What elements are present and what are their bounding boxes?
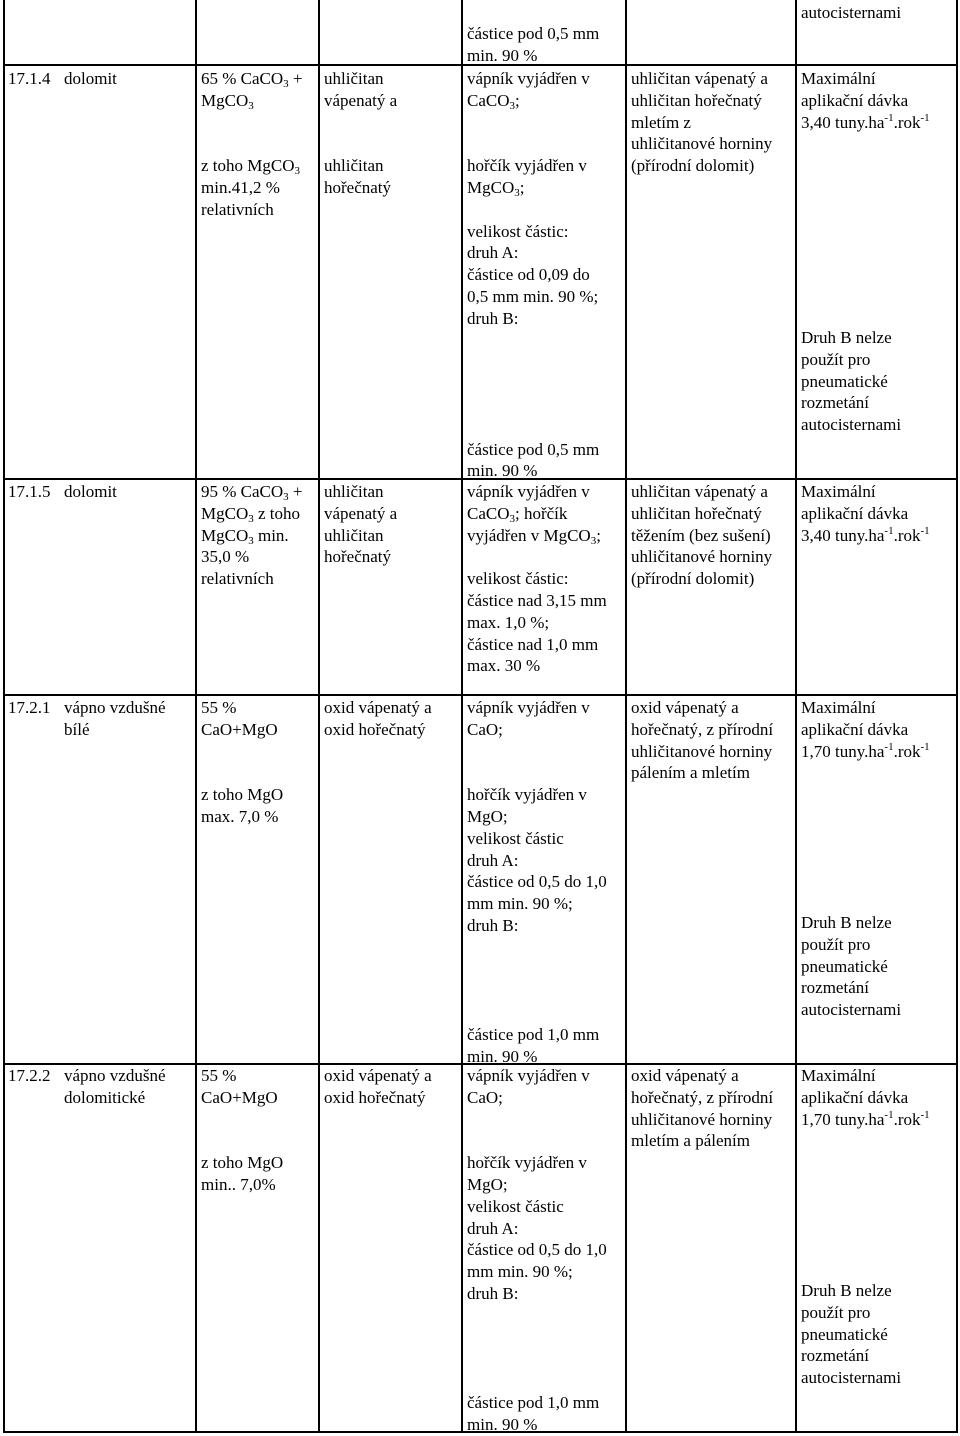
cell-line: uhličitan: [324, 525, 384, 545]
cell-line: [467, 1348, 607, 1370]
cell-line: uhličitan: [324, 156, 384, 176]
cell-line: [467, 741, 607, 763]
cell-line: [467, 1109, 607, 1131]
cell-line: uhličitan: [324, 69, 384, 88]
cell-line: 35,0 %: [201, 547, 250, 567]
table-column-divider: [795, 0, 797, 1432]
cell-line: 95 % CaCO$_3$ +: [201, 482, 303, 503]
fertilizer-name: [64, 68, 117, 90]
production-method: [631, 1065, 773, 1152]
cell-line: uhličitan hořečnatý: [631, 503, 762, 523]
cell-line: [324, 112, 397, 134]
cell-line: mm min. 90 %;: [467, 894, 573, 914]
cell-line: [201, 112, 303, 134]
cell-line: min. 90 %: [467, 1046, 538, 1066]
components: [324, 1065, 432, 1109]
fertilizer-name: [64, 1065, 166, 1109]
cell-line: min.. 7,0%: [201, 1174, 276, 1194]
table-border-right: [956, 0, 958, 1432]
cell-line: oxid vápenatý a: [324, 698, 432, 717]
cell-line: částice od 0,09 do: [467, 265, 590, 285]
fertilizer-name: [64, 481, 117, 503]
cell-line: z toho MgO: [201, 785, 284, 805]
cell-line: pneumatické: [801, 1324, 888, 1344]
cell-line: hořčík vyjádřen v: [467, 1153, 587, 1173]
cell-line: rozmetání: [801, 978, 869, 998]
cell-line: vápno vzdušné: [64, 698, 166, 717]
cell-line: druh A:: [467, 850, 519, 870]
cell-line: [201, 1130, 283, 1152]
cell-line: z toho MgO: [201, 1153, 284, 1173]
cell-line: pneumatické: [801, 956, 888, 976]
cell-line: 65 % CaCO$_3$ +: [201, 69, 303, 90]
cell-line: uhličitan vápenatý a: [631, 69, 768, 88]
cell-line: 1,70 $tuny.ha^{-1}.rok^{-1}$: [801, 1108, 930, 1129]
cell-line: oxid vápenatý a: [324, 1066, 432, 1085]
cell-line: Maximální: [801, 482, 876, 501]
cell-line: částice nad 3,15 mm: [467, 590, 607, 610]
cell-line: druh B:: [467, 915, 519, 935]
cell-line: hořečnatý, z přírodní: [631, 719, 774, 739]
cell-line: dolomit: [64, 69, 117, 88]
cell-line: [467, 1370, 607, 1392]
cell-line: MgCO$_3$;: [467, 177, 525, 199]
cell-line: MgO;: [467, 1174, 508, 1194]
cell-line: vyjádřen v MgCO$_3$;: [467, 525, 601, 547]
cell-line: oxid vápenatý a: [631, 1066, 739, 1085]
cell-line: druh A:: [467, 1218, 519, 1238]
cell-line: 3,40 $tuny.ha^{-1}.rok^{-1}$: [801, 524, 930, 545]
cell-line: vápno vzdušné: [64, 1066, 166, 1085]
declaration: [467, 1065, 607, 1436]
cell-line: částice pod 1,0 mm: [467, 1392, 600, 1412]
cell-line: [467, 1130, 607, 1152]
top-declaration-cell: [467, 23, 599, 67]
cell-line: uhličitanové horniny: [631, 1109, 773, 1129]
cell-line: max. 7,0 %: [201, 806, 279, 826]
cell-line: 0,5 mm min. 90 %;: [467, 286, 599, 306]
cell-line: dolomitické: [64, 1087, 146, 1107]
cell-line: vápenatý a: [324, 90, 398, 110]
cell-line: druh B:: [467, 1283, 519, 1303]
cell-line: CaO;: [467, 719, 503, 739]
max-dose-note: [801, 68, 930, 133]
declaration: [467, 68, 599, 482]
components: [324, 697, 432, 741]
cell-line: [467, 546, 607, 568]
production-method: [631, 68, 772, 177]
cell-line: [467, 351, 599, 373]
cell-line: Maximální: [801, 1066, 876, 1085]
cell-line: max. 1,0 %;: [467, 612, 550, 632]
max-dose-note: [801, 1065, 930, 1130]
cell-line: [467, 980, 607, 1002]
cell-line: aplikační dávka: [801, 503, 909, 523]
cell-line: částice od 0,5 do 1,0: [467, 1240, 607, 1260]
cell-line: [467, 330, 599, 352]
cell-line: vápník vyjádřen v: [467, 482, 590, 501]
cell-line: [467, 133, 599, 155]
top-note-cell: [801, 2, 901, 24]
cell-line: uhličitanové horniny: [631, 741, 773, 761]
cell-line: [201, 762, 283, 784]
cell-line: [467, 112, 599, 134]
cell-line: rozmetání: [801, 393, 869, 413]
cell-line: hořečnatý, z přírodní: [631, 1087, 774, 1107]
cell-line: max. 30 %: [467, 656, 541, 676]
cell-line: [201, 133, 303, 155]
table-column-divider: [625, 0, 627, 1432]
cell-line: [467, 959, 607, 981]
cell-line: použít pro: [801, 349, 871, 369]
cell-line: [467, 395, 599, 417]
table-column-divider: [195, 0, 197, 1432]
cell-line: hořčík vyjádřen v: [467, 156, 587, 176]
cell-line: CaO;: [467, 1087, 503, 1107]
cell-line: použít pro: [801, 934, 871, 954]
type-b-note: [801, 912, 901, 1021]
cell-line: [467, 937, 607, 959]
item-number: 17.2.2: [8, 1066, 51, 1085]
item-number: 17.1.4: [8, 69, 51, 88]
cell-line: (přírodní dolomit): [631, 569, 755, 589]
cell-line: částice pod 1,0 mm: [467, 1024, 600, 1044]
cell-line: min. 90 %: [467, 1414, 538, 1434]
cell-line: min. 90 %: [467, 45, 538, 65]
fertilizer-name: [64, 697, 166, 741]
cell-line: těžením (bez sušení): [631, 525, 771, 545]
cell-line: částice pod 0,5 mm: [467, 24, 600, 43]
cell-line: Druh B nelze: [801, 913, 892, 932]
cell-line: aplikační dávka: [801, 90, 909, 110]
cell-line: [324, 133, 397, 155]
declaration: [467, 481, 607, 677]
cell-line: MgCO$_3$ min.: [201, 525, 289, 547]
cell-line: bílé: [64, 719, 90, 739]
cell-line: [201, 741, 283, 763]
cell-line: aplikační dávka: [801, 1087, 909, 1107]
cell-line: 3,40 $tuny.ha^{-1}.rok^{-1}$: [801, 111, 930, 132]
type-b-note: [801, 1280, 901, 1389]
item-number: 17.2.1: [8, 698, 51, 717]
cell-line: relativních: [201, 199, 274, 219]
cell-line: částice od 0,5 do 1,0: [467, 872, 607, 892]
table-border-left: [3, 0, 5, 1432]
item-number: 17.1.5: [8, 482, 51, 501]
cell-line: použít pro: [801, 1302, 871, 1322]
cell-line: min.41,2 %: [201, 177, 280, 197]
cell-line: [467, 199, 599, 221]
table-row-divider: [3, 694, 958, 696]
cell-line: 55 %: [201, 698, 237, 717]
cell-line: min. 90 %: [467, 461, 538, 481]
nutrient-content: [201, 481, 303, 590]
cell-line: velikost částic:: [467, 221, 569, 241]
production-method: [631, 697, 773, 784]
cell-line: vápník vyjádřen v: [467, 698, 590, 717]
cell-line: Maximální: [801, 698, 876, 717]
cell-line: vápenatý a: [324, 503, 398, 523]
cell-line: uhličitanové horniny: [631, 134, 773, 154]
declaration: [467, 697, 607, 1068]
cell-line: částice nad 1,0 mm: [467, 634, 599, 654]
cell-line: Druh B nelze: [801, 1281, 892, 1300]
table-column-divider: [461, 0, 463, 1432]
cell-line: hořečnatý: [324, 177, 392, 197]
cell-line: dolomit: [64, 482, 117, 501]
cell-line: oxid vápenatý a: [631, 698, 739, 717]
cell-line: hořčík vyjádřen v: [467, 785, 587, 805]
cell-line: MgCO$_3$: [201, 90, 254, 112]
cell-line: pneumatické: [801, 371, 888, 391]
cell-line: velikost částic:: [467, 569, 569, 589]
cell-line: 1,70 $tuny.ha^{-1}.rok^{-1}$: [801, 740, 930, 761]
cell-line: mletím a pálením: [631, 1131, 750, 1151]
cell-line: autocisternami: [801, 1000, 902, 1020]
cell-line: částice pod 0,5 mm: [467, 439, 600, 459]
cell-line: (přírodní dolomit): [631, 156, 755, 176]
cell-line: [467, 1305, 607, 1327]
cell-line: pálením a mletím: [631, 763, 750, 783]
max-dose-note: [801, 697, 930, 762]
cell-line: [467, 1327, 607, 1349]
cell-line: uhličitan hořečnatý: [631, 90, 762, 110]
cell-line: Druh B nelze: [801, 328, 892, 347]
cell-line: MgCO$_3$ z toho: [201, 503, 301, 525]
cell-line: druh A:: [467, 243, 519, 263]
cell-line: autocisternami: [801, 1368, 902, 1388]
cell-line: autocisternami: [801, 415, 902, 435]
cell-line: oxid hořečnatý: [324, 719, 426, 739]
cell-line: [467, 417, 599, 439]
table-column-divider: [318, 0, 320, 1432]
cell-line: rozmetání: [801, 1346, 869, 1366]
cell-line: druh B:: [467, 308, 519, 328]
type-b-note: [801, 327, 901, 436]
cell-line: mm min. 90 %;: [467, 1262, 573, 1282]
cell-line: relativních: [201, 569, 274, 589]
cell-line: uhličitanové horniny: [631, 547, 773, 567]
cell-line: [467, 1002, 607, 1024]
cell-line: autocisternami: [801, 3, 902, 22]
cell-line: oxid hořečnatý: [324, 1087, 426, 1107]
cell-line: mletím z: [631, 112, 691, 132]
cell-line: [467, 762, 607, 784]
cell-line: z toho MgCO$_3$: [201, 156, 300, 178]
cell-line: [201, 1109, 283, 1131]
cell-line: vápník vyjádřen v: [467, 1066, 590, 1085]
nutrient-content: [201, 697, 283, 828]
max-dose-note: [801, 481, 930, 546]
production-method: [631, 481, 772, 590]
cell-line: 55 %: [201, 1066, 237, 1085]
cell-line: CaCO$_3$;: [467, 90, 520, 112]
cell-line: CaO+MgO: [201, 1087, 278, 1107]
cell-line: CaO+MgO: [201, 719, 278, 739]
cell-line: [467, 373, 599, 395]
cell-line: aplikační dávka: [801, 719, 909, 739]
cell-line: uhličitan: [324, 482, 384, 501]
nutrient-content: [201, 1065, 283, 1196]
nutrient-content: [201, 68, 303, 221]
components: [324, 481, 397, 568]
cell-line: velikost částic: [467, 828, 564, 848]
cell-line: CaCO$_3$; hořčík: [467, 503, 568, 525]
cell-line: velikost částic: [467, 1196, 564, 1216]
cell-line: MgO;: [467, 806, 508, 826]
cell-line: uhličitan vápenatý a: [631, 482, 768, 501]
cell-line: Maximální: [801, 69, 876, 88]
cell-line: hořečnatý: [324, 547, 392, 567]
cell-line: vápník vyjádřen v: [467, 69, 590, 88]
components: [324, 68, 397, 199]
